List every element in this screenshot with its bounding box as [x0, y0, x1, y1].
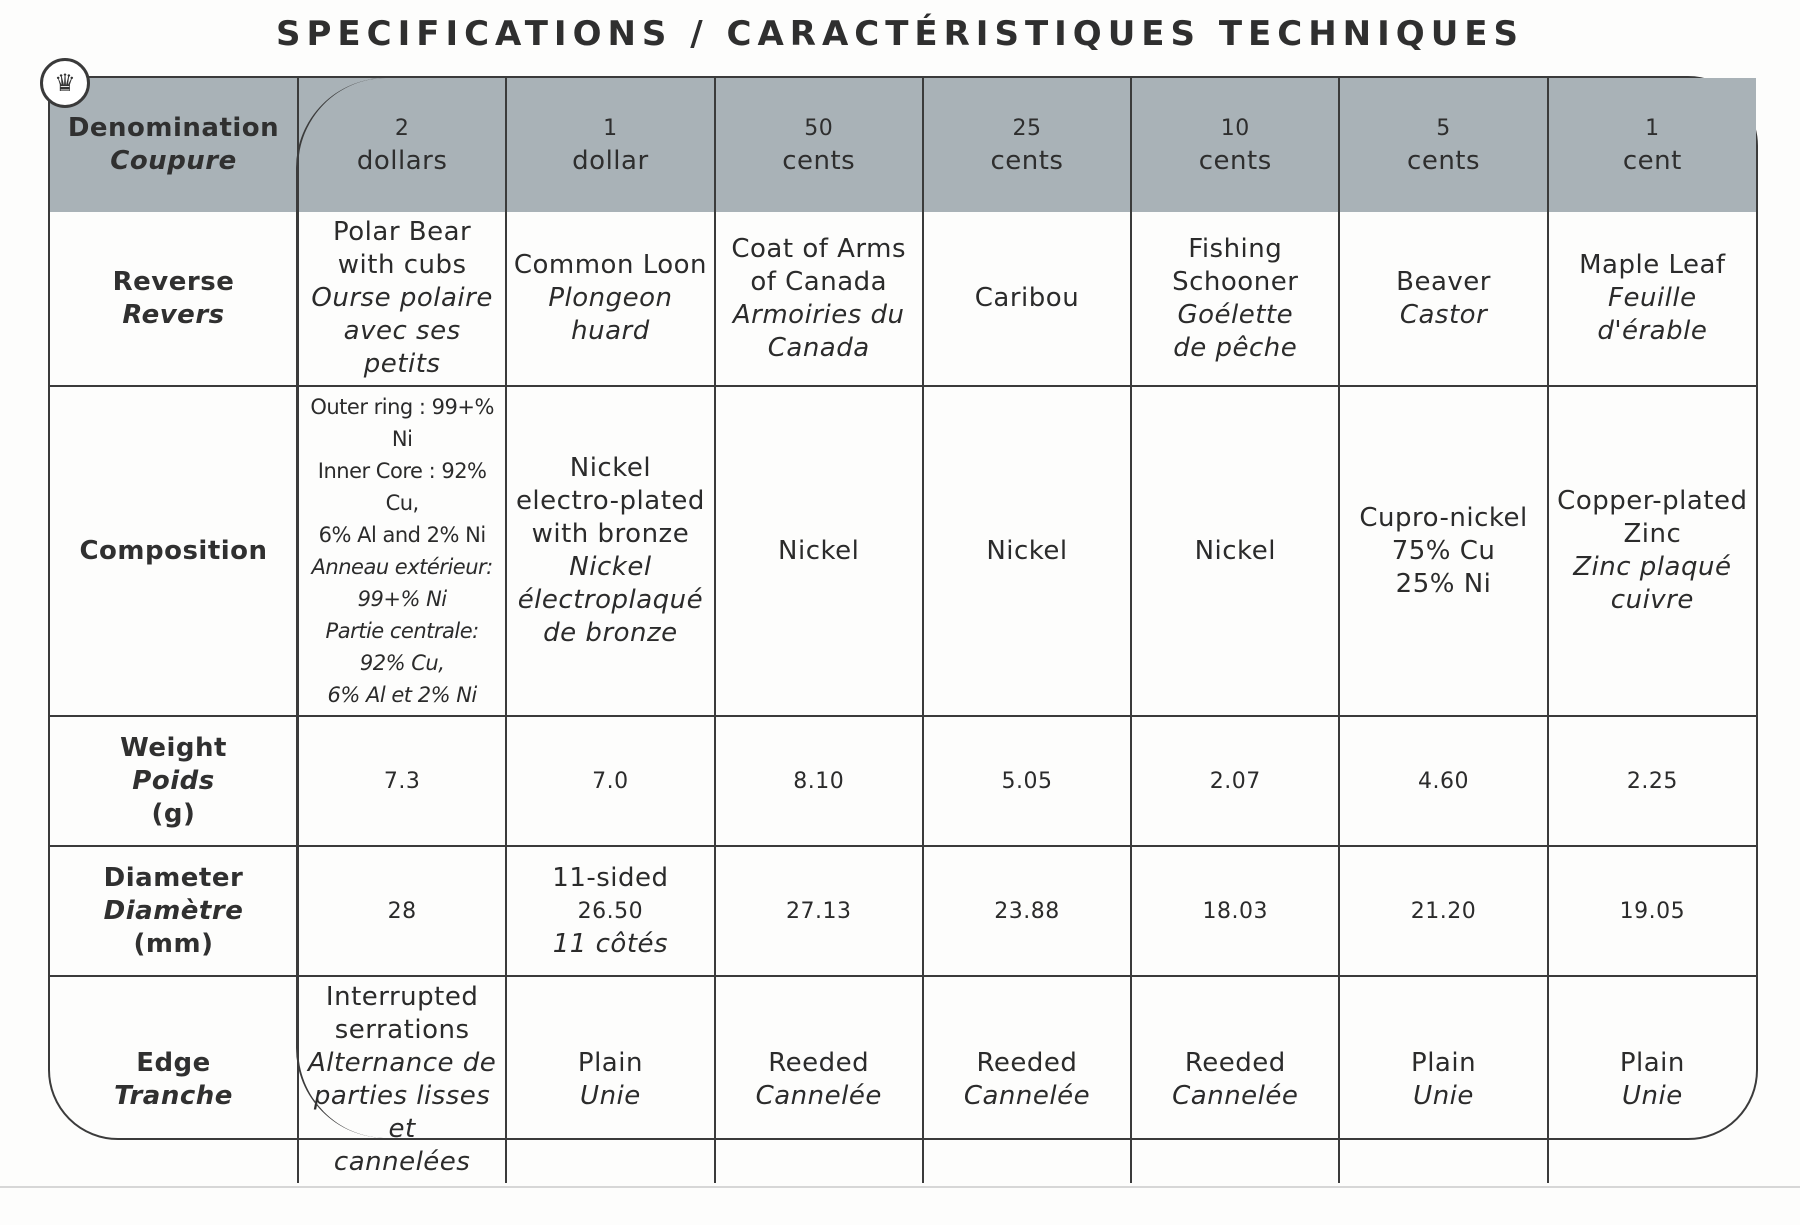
composition-cell: Nickel electro-plated with bronze Nickel électroplaqué de bronze [506, 386, 714, 716]
weight-value: 5.05 [923, 716, 1131, 846]
denomination-1-dollar: 1 dollar [506, 78, 714, 212]
weight-label: Weight Poids (g) [50, 716, 298, 846]
denomination-1-cent: 1 cent [1622, 116, 1682, 176]
diameter-value: 19.05 [1548, 846, 1756, 976]
reverse-cell: Maple Leaf Feuille d'érable [1548, 212, 1756, 386]
diameter-value: 18.03 [1131, 846, 1339, 976]
edge-row [50, 976, 1756, 1183]
weight-value: 4.60 [1339, 716, 1547, 846]
denomination-row [50, 78, 1756, 212]
weight-value: 7.0 [506, 716, 714, 846]
diameter-label: Diameter Diamètre (mm) [50, 846, 298, 976]
edge-cell: Interrupted serrations Alternance de parties lisses et cannelées [298, 976, 506, 1183]
composition-cell: Cupro-nickel 75% Cu 25% Ni [1339, 386, 1547, 716]
denomination-10-cents: 10 cents [1131, 78, 1339, 212]
diameter-value: 11-sided 26.50 11 côtés [506, 846, 714, 976]
specifications-table [48, 76, 1758, 1177]
edge-cell: Plain Unie [506, 976, 714, 1183]
denomination-50-cents: 50 cents [715, 78, 923, 212]
edge-cell: Reeded Cannelée [923, 976, 1131, 1183]
edge-cell: Reeded Cannelée [1131, 976, 1339, 1183]
edge-cell: Plain Unie [1339, 976, 1547, 1183]
crown-emblem-icon: ♛ [40, 58, 90, 108]
edge-cell: Plain Unie [1619, 1048, 1685, 1111]
weight-value: 8.10 [715, 716, 923, 846]
weight-row [50, 716, 1756, 846]
reverse-row [50, 212, 1756, 386]
diameter-value: 23.88 [923, 846, 1131, 976]
weight-value: 7.3 [298, 716, 506, 846]
composition-cell: Copper-plated Zinc Zinc plaqué cuivre [1548, 386, 1756, 716]
page-title: SPECIFICATIONS / CARACTÉRISTIQUES TECHNIQUES [275, 14, 1525, 54]
denomination-25-cents: 25 cents [923, 78, 1131, 212]
reverse-cell: Polar Bear with cubs Ourse polaire avec ses petits [298, 212, 506, 386]
composition-label: Composition [50, 386, 298, 716]
diameter-value: 27.13 [715, 846, 923, 976]
reverse-label: Reverse Revers [50, 212, 298, 386]
composition-row [50, 386, 1756, 716]
composition-cell: Outer ring : 99+% Ni Inner Core : 92% Cu, 6% Al and 2% Ni Anneau extérieur: 99+% Ni Partie centrale: 92% Cu, 6% Al et 2% Ni [298, 386, 506, 716]
composition-cell: Nickel [923, 386, 1131, 716]
edge-cell: Reeded Cannelée [715, 976, 923, 1183]
edge-label: Edge Tranche [50, 976, 298, 1183]
weight-value: 2.07 [1131, 716, 1339, 846]
reverse-cell: Coat of Arms of Canada Armoiries du Canada [715, 212, 923, 386]
page-divider [0, 1186, 1800, 1188]
diameter-value: 21.20 [1339, 846, 1547, 976]
composition-cell: Nickel [715, 386, 923, 716]
reverse-cell: Common Loon Plongeon huard [506, 212, 714, 386]
reverse-cell: Fishing Schooner Goélette de pêche [1131, 212, 1339, 386]
diameter-row [50, 846, 1756, 976]
diameter-value: 28 [298, 846, 506, 976]
reverse-cell: Caribou [923, 212, 1131, 386]
weight-value: 2.25 [1548, 716, 1756, 846]
denomination-2-dollars: 2 dollars [298, 78, 506, 212]
reverse-cell: Beaver Castor [1339, 212, 1547, 386]
composition-cell: Nickel [1131, 386, 1339, 716]
denomination-5-cents: 5 cents [1339, 78, 1547, 212]
denomination-label: Denomination Coupure [50, 78, 298, 212]
